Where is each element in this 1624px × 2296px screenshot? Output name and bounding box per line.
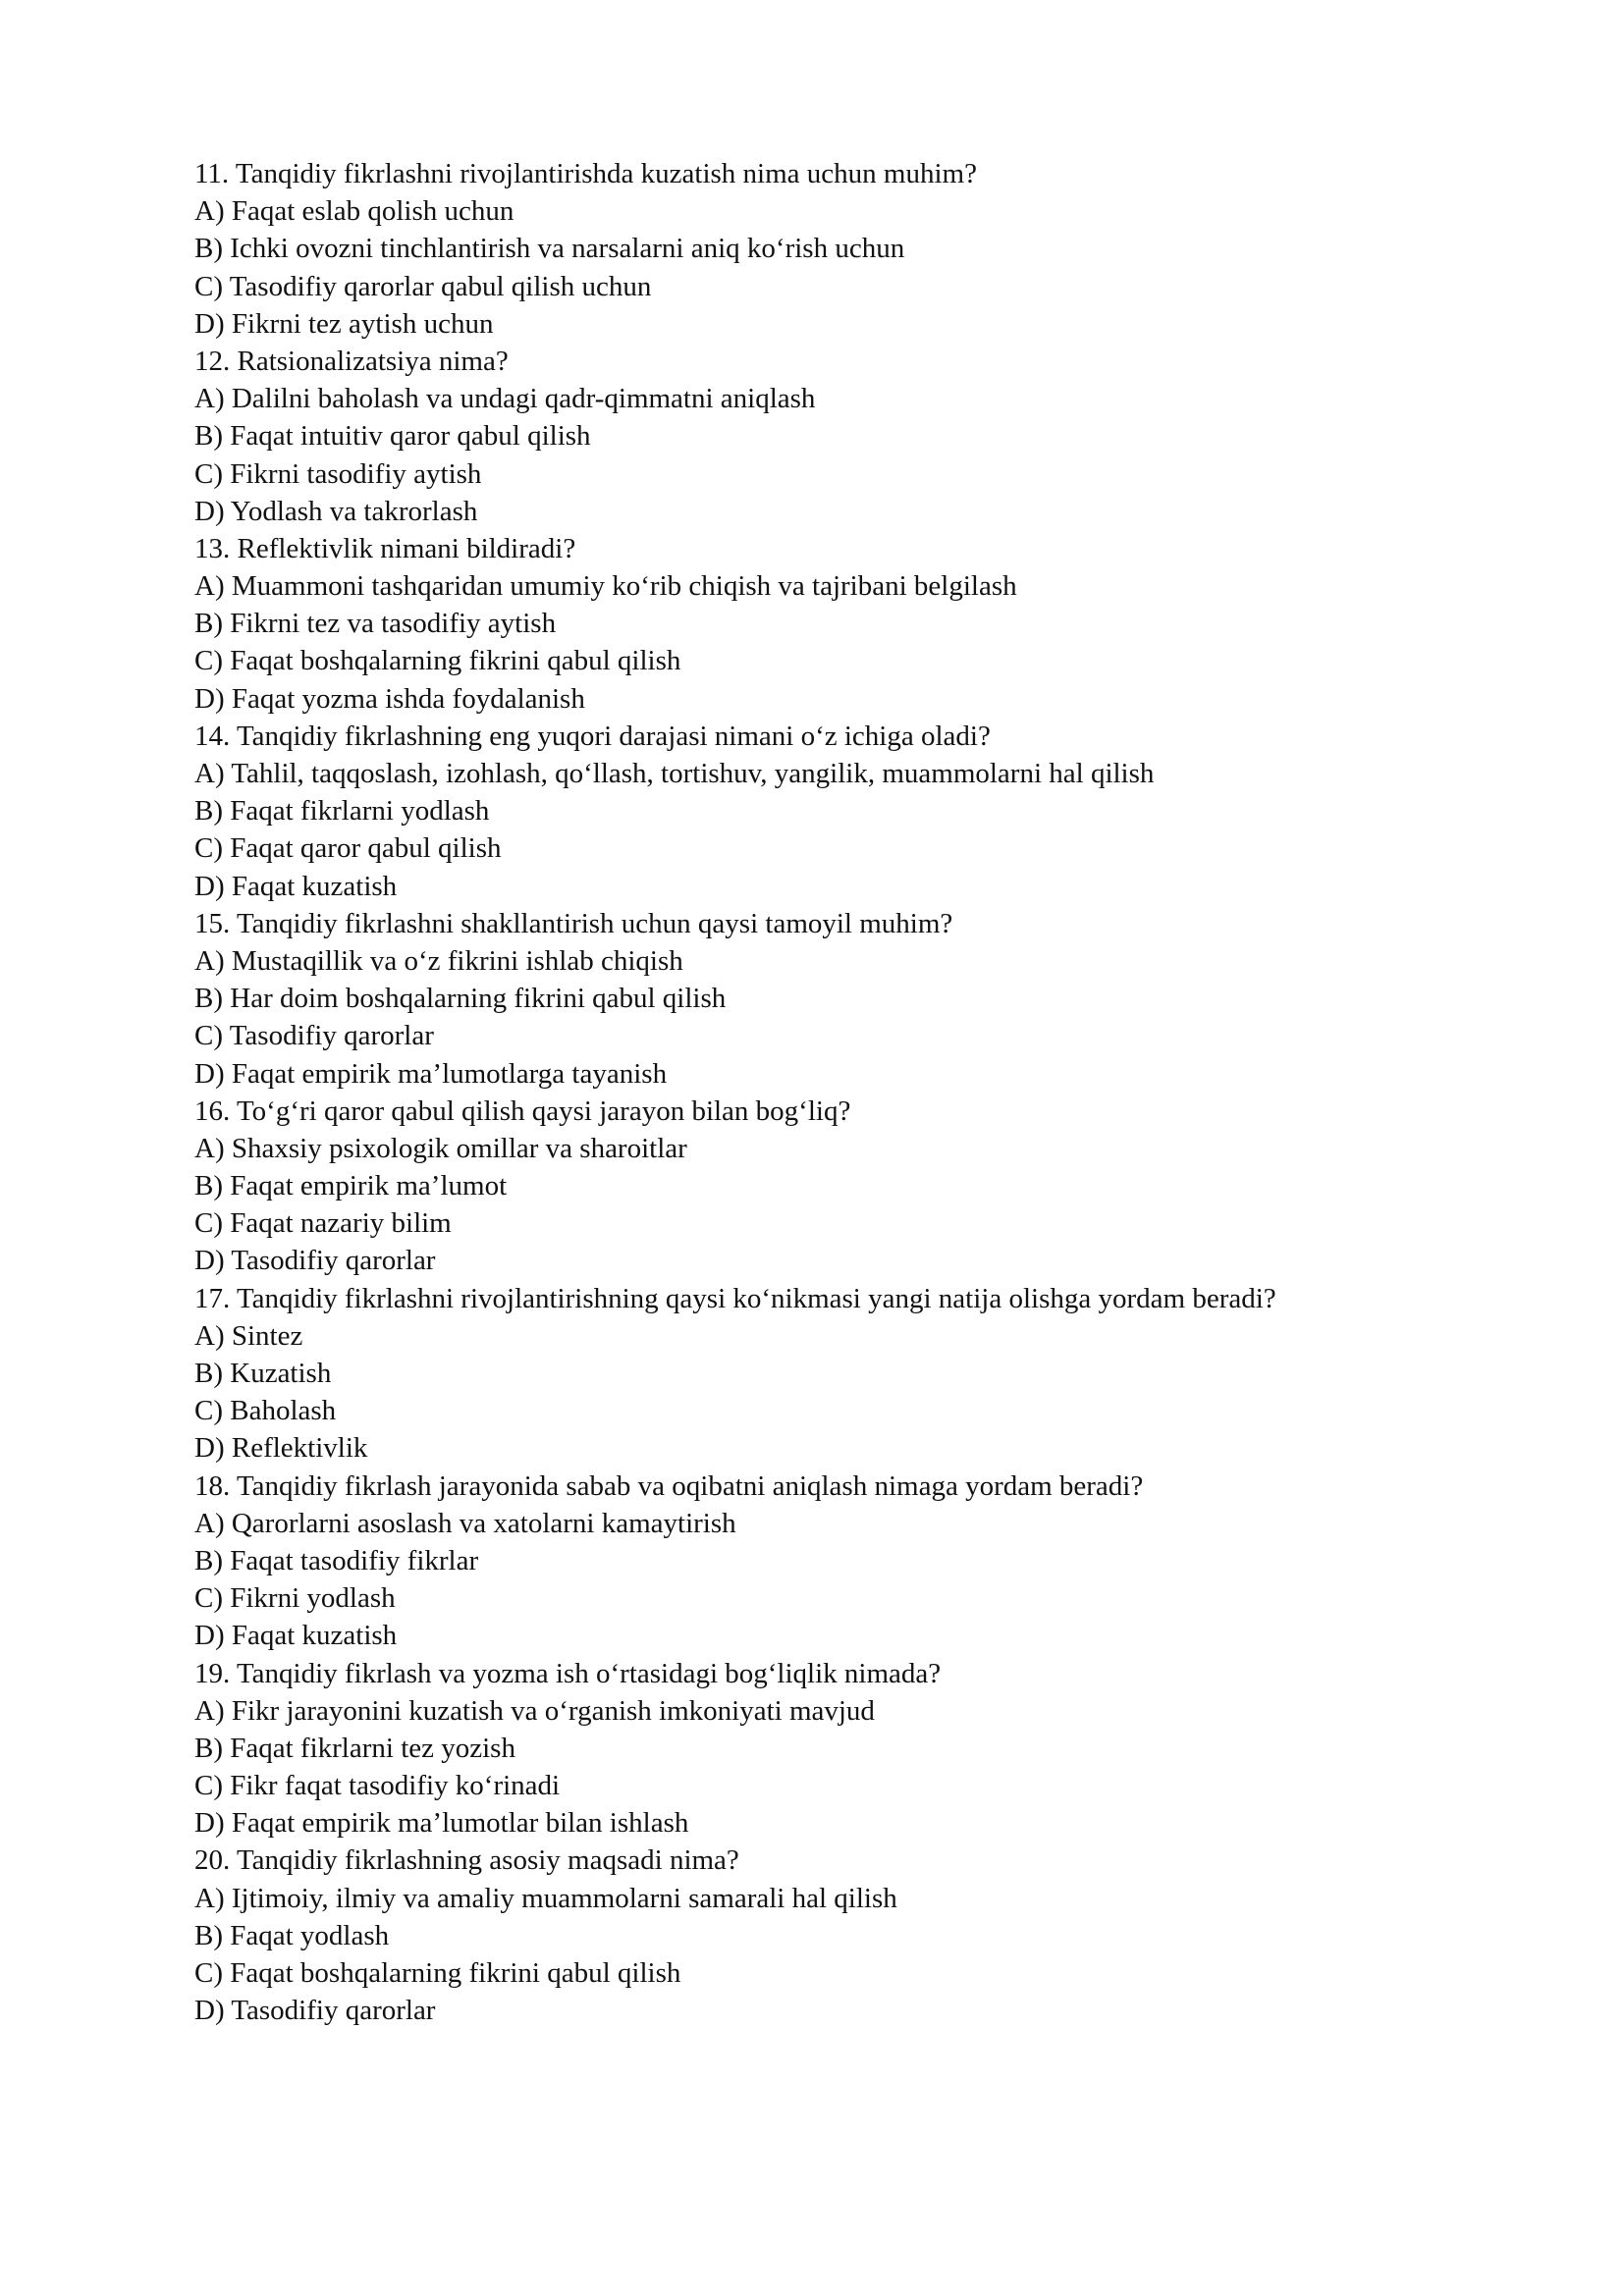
option-b: B) Faqat empirik ma’lumot: [194, 1170, 508, 1202]
option-b: B) Fikrni tez va tasodifiy aytish: [194, 608, 557, 640]
option-c: C) Faqat qaror qabul qilish: [194, 832, 502, 865]
option-c: C) Faqat nazariy bilim: [194, 1207, 452, 1240]
option-b: B) Kuzatish: [194, 1358, 332, 1389]
question-block-17: [194, 1280, 1471, 1468]
question-text: 18. Tanqidiy fikrlash jarayonida sabab va oqibatni aniqlash nimaga yordam beradi?: [194, 1469, 1144, 1502]
option-d: D) Tasodifiy qarorlar: [194, 1995, 436, 2027]
question-text: 13. Reflektivlik nimani bildiradi?: [194, 532, 576, 564]
option-b: B) Faqat fikrlarni yodlash: [194, 795, 490, 828]
question-block-19: [194, 1655, 1471, 1842]
question-block-12: [194, 343, 1471, 530]
option-c: C) Fikrni yodlash: [194, 1582, 396, 1615]
question-block-16: [194, 1093, 1471, 1280]
option-a: A) Muammoni tashqaridan umumiy ko‘rib chiqish va tajribani belgilash: [194, 570, 1017, 603]
question-block-18: [194, 1468, 1471, 1655]
option-a: A) Sintez: [194, 1319, 303, 1352]
option-d: D) Faqat yozma ishda foydalanish: [194, 682, 585, 715]
question-block-11: [194, 155, 1471, 343]
option-a: A) Dalilni baholash va undagi qadr-qimmatni aniqlash: [194, 383, 816, 415]
option-b: B) Faqat fikrlarni tez yozish: [194, 1732, 515, 1764]
question-text: 16. To‘g‘ri qaror qabul qilish qaysi jarayon bilan bog‘liq?: [194, 1095, 851, 1127]
question-text: 17. Tanqidiy fikrlashni rivojlantirishning qaysi ko‘nikmasi yangi natija olishga yordam beradi?: [194, 1282, 1276, 1314]
option-c: C) Baholash: [194, 1395, 337, 1427]
option-b: B) Faqat intuitiv qaror qabul qilish: [194, 420, 591, 453]
option-a: A) Mustaqillik va o‘z fikrini ishlab chiqish: [194, 944, 683, 977]
option-d: D) Faqat kuzatish: [194, 870, 398, 902]
option-a: A) Ijtimoiy, ilmiy va amaliy muammolarni samarali hal qilish: [194, 1882, 897, 1914]
question-text: 20. Tanqidiy fikrlashning asosiy maqsadi nima?: [194, 1844, 739, 1877]
option-b: B) Faqat yodlash: [194, 1919, 390, 1951]
option-d: D) Tasodifiy qarorlar: [194, 1245, 436, 1277]
question-text: 12. Ratsionalizatsiya nima?: [194, 345, 509, 377]
option-c: C) Faqat boshqalarning fikrini qabul qilish: [194, 1957, 681, 1989]
question-list: [194, 155, 1471, 2029]
question-text: 14. Tanqidiy fikrlashning eng yuqori darajasi nimani o‘z ichiga oladi?: [194, 720, 991, 752]
question-text: 19. Tanqidiy fikrlash va yozma ish o‘rtasidagi bog‘liqlik nimada?: [194, 1657, 942, 1689]
option-d: D) Faqat empirik ma’lumotlar bilan ishlash: [194, 1807, 689, 1840]
option-c: C) Tasodifiy qarorlar qabul qilish uchun: [194, 270, 652, 302]
option-a: A) Tahlil, taqqoslash, izohlash, qo‘llash, tortishuv, yangilik, muammolarni hal qilish: [194, 758, 1155, 789]
question-text: 11. Tanqidiy fikrlashni rivojlantirishda kuzatish nima uchun muhim?: [194, 158, 977, 189]
option-a: A) Qarorlarni asoslash va xatolarni kamaytirish: [194, 1507, 736, 1539]
option-b: B) Ichki ovozni tinchlantirish va narsalarni aniq ko‘rish uchun: [194, 233, 905, 265]
question-block-14: [194, 718, 1471, 905]
question-block-13: [194, 530, 1471, 718]
option-d: D) Faqat empirik ma’lumotlarga tayanish: [194, 1057, 668, 1090]
option-d: D) Reflektivlik: [194, 1432, 368, 1465]
option-b: B) Har doim boshqalarning fikrini qabul qilish: [194, 983, 727, 1015]
option-b: B) Faqat tasodifiy fikrlar: [194, 1544, 479, 1576]
option-a: A) Faqat eslab qolish uchun: [194, 195, 514, 228]
option-c: C) Tasodifiy qarorlar: [194, 1020, 434, 1052]
option-a: A) Fikr jarayonini kuzatish va o‘rganish imkoniyati mavjud: [194, 1694, 875, 1727]
option-a: A) Shaxsiy psixologik omillar va sharoitlar: [194, 1132, 687, 1164]
option-d: D) Yodlash va takrorlash: [194, 495, 478, 527]
option-d: D) Fikrni tez aytish uchun: [194, 307, 494, 340]
option-c: C) Fikrni tasodifiy aytish: [194, 457, 482, 490]
option-c: C) Faqat boshqalarning fikrini qabul qilish: [194, 645, 681, 677]
question-block-20: [194, 1842, 1471, 2029]
option-d: D) Faqat kuzatish: [194, 1620, 398, 1652]
question-text: 15. Tanqidiy fikrlashni shakllantirish uchun qaysi tamoyil muhim?: [194, 907, 953, 939]
option-c: C) Fikr faqat tasodifiy ko‘rinadi: [194, 1770, 561, 1802]
question-block-15: [194, 905, 1471, 1093]
